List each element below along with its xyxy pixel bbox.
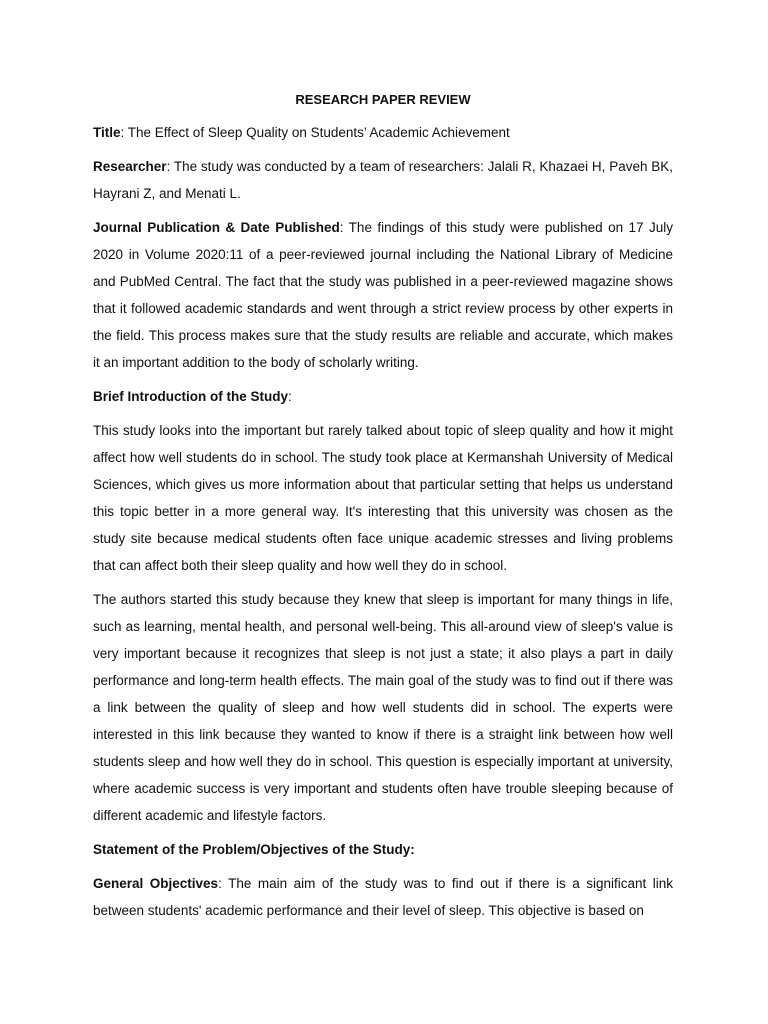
title-field-label: Title: [93, 125, 121, 140]
journal-field: [93, 214, 673, 376]
intro-paragraph-2: The authors started this study because they knew that sleep is important for many things in life, such as learning, mental health, and personal well-being. This all-around view of sleep's value is very important because it recognizes that sleep is not just a state; it also plays a part in daily performance and long-term health effects. The main goal of the study was to find out if there was a link between the quality of sleep and how well students did in school. The experts were interested in this link because they wanted to know if there is a straight link between how well students sleep and how well they do in school. This question is especially important at university, where academic success is very important and students often have trouble sleeping because of different academic and lifestyle factors.: [93, 592, 673, 823]
intro-paragraph-1: This study looks into the important but rarely talked about topic of sleep quality and how it might affect how well students do in school. The study took place at Kermanshah University of Medical Sciences, which gives us more information about that particular setting that helps us understand this topic better in a more general way. It's interesting that this university was chosen as the study site because medical students often face unique academic stresses and living problems that can affect both their sleep quality and how well they do in school.: [93, 423, 673, 573]
general-objectives: [93, 870, 673, 924]
general-objectives-value: : The main aim of the study was to find out if there is a significant link between students' academic performance and their level of sleep. This objective is based on: [93, 876, 674, 918]
title-field-value: : The Effect of Sleep Quality on Students’ Academic Achievement: [120, 125, 510, 140]
journal-field-label: Journal Publication & Date Published: [93, 220, 340, 235]
intro-heading-label: Brief Introduction of the Study: [93, 389, 288, 404]
researcher-field-value: : The study was conducted by a team of researchers: Jalali R, Khazaei H, Paveh BK, Hayrani Z, and Menati L.: [93, 159, 673, 201]
objectives-heading: [93, 836, 673, 863]
researcher-field-label: Researcher: [93, 159, 167, 174]
intro-heading: [93, 383, 673, 410]
journal-field-value: : The findings of this study were published on 17 July 2020 in Volume 2020:11 of a peer-reviewed journal including the National Library of Medicine and PubMed Central. The fact that the study was published in a peer-reviewed magazine shows that it followed academic standards and went through a strict review process by other experts in the field. This process makes sure that the study results are reliable and accurate, which makes it an important addition to the body of scholarly writing.: [93, 220, 673, 370]
document-page: [93, 86, 673, 924]
researcher-field: [93, 153, 673, 207]
document-title-text: RESEARCH PAPER REVIEW: [295, 92, 471, 107]
objectives-heading-label: Statement of the Problem/Objectives of the Study:: [93, 842, 415, 857]
document-title: [93, 86, 673, 113]
intro-heading-suffix: :: [288, 389, 292, 404]
title-field: [93, 120, 673, 146]
general-objectives-label: General Objectives: [93, 876, 219, 891]
